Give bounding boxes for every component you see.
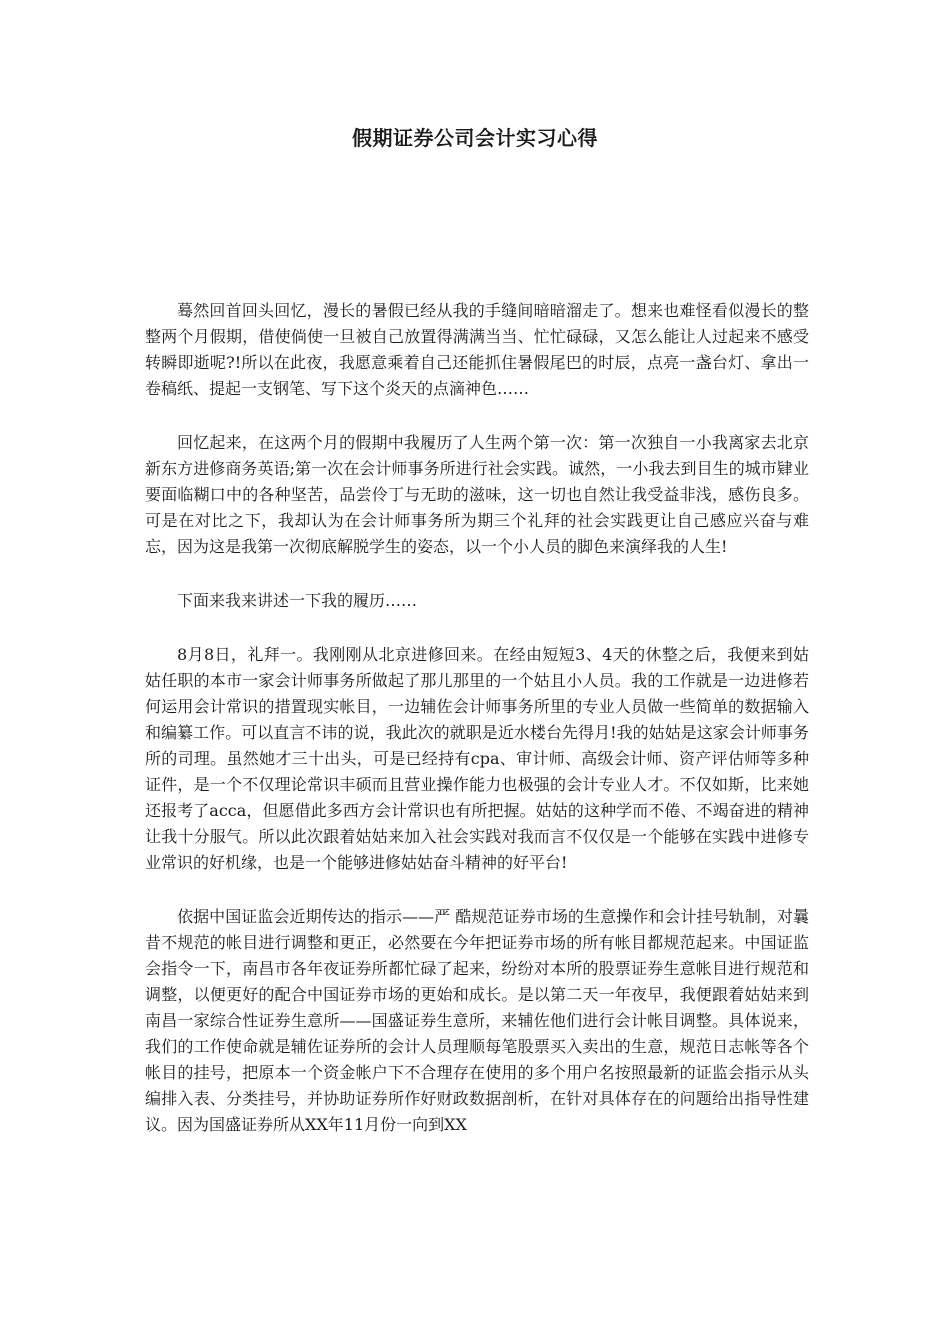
paragraph-2: 回忆起来，在这两个月的假期中我履历了人生两个第一次：第一次独自一小我离家去北京新东方进修商务英语;第一次在会计师事务所进行社会实践。诚然，一小我去到目生的城市肄业要面临糊口中的各种坚苦，品尝伶丁与无助的滋味，这一切也自然让我受益非浅，感伤良多。可是在对比之下，我却认为在会计师事务所为期三个礼拜的社会实践更让自己感应兴奋与难忘，因为这是我第一次彻底解脱学生的姿态，以一个小人员的脚色来演绎我的人生! [145, 433, 809, 556]
document-body [145, 298, 809, 1166]
paragraph-1: 蓦然回首回头回忆，漫长的暑假已经从我的手缝间暗暗溜走了。想来也难怪看似漫长的整整两个月假期，借使倘使一旦被自己放置得满满当当、忙忙碌碌，又怎么能让人过起来不感受转瞬即逝呢?!所以在此夜，我愿意乘着自己还能抓住暑假尾巴的时辰，点亮一盏台灯、拿出一卷稿纸、提起一支钢笔、写下这个炎天的点滴神色…… [145, 301, 809, 398]
paragraph-4: 8月8日，礼拜一。我刚刚从北京进修回来。在经由短短3、4天的休整之后，我便来到姑姑任职的本市一家会计师事务所做起了那儿那里的一个姑且小人员。我的工作就是一边进修若何运用会计常识的措置现实帐目，一边辅佐会计师事务所里的专业人员做一些简单的数据输入和编纂工作。可以直言不讳的说，我此次的就职是近水楼台先得月!我的姑姑是这家会计师事务所的司理。虽然她才三十出头，可是已经持有cpa、审计师、高级会计师、资产评估师等多种证件，是一个不仅理论常识丰硕而且营业操作能力也极强的会计专业人才。不仅如斯，比来她还报考了acca，但愿借此多西方会计常识也有所把握。姑姑的这种学而不倦、不竭奋进的精神让我十分服气。所以此次跟着姑姑来加入社会实践对我而言不仅仅是一个能够在实践中进修专业常识的好机缘，也是一个能够进修姑姑奋斗精神的好平台! [145, 645, 809, 872]
paragraph-5: 依据中国证监会近期传达的指示——严 酷规范证券市场的生意操作和会计挂号轨制，对曩昔不规范的帐目进行调整和更正，必然要在今年把证券市场的所有帐目都规范起来。中国证监会指令一下，南昌市各年夜证券所都忙碌了起来，纷纷对本所的股票证券生意帐目进行规范和调整，以便更好的配合中国证券市场的更始和成长。是以第二天一年夜早，我便跟着姑姑来到南昌一家综合性证券生意所——国盛证券生意所，来辅佐他们进行会计帐目调整。具体说来，我们的工作使命就是辅佐证券所的会计人员理顺每笔股票买入卖出的生意，规范日志帐等各个帐目的挂号，把原本一个资金帐户下不合理存在使用的多个用户名按照最新的证监会指示从头编排入表、分类挂号，并协助证券所作好财政数据剖析，在针对具体存在的问题给出指导性建议。因为国盛证券所从XX年11月份一向到XX [145, 907, 809, 1134]
paragraph-3: 下面来我来讲述一下我的履历…… [177, 591, 418, 610]
document-title: 假期证券公司会计实习心得 [352, 126, 598, 150]
